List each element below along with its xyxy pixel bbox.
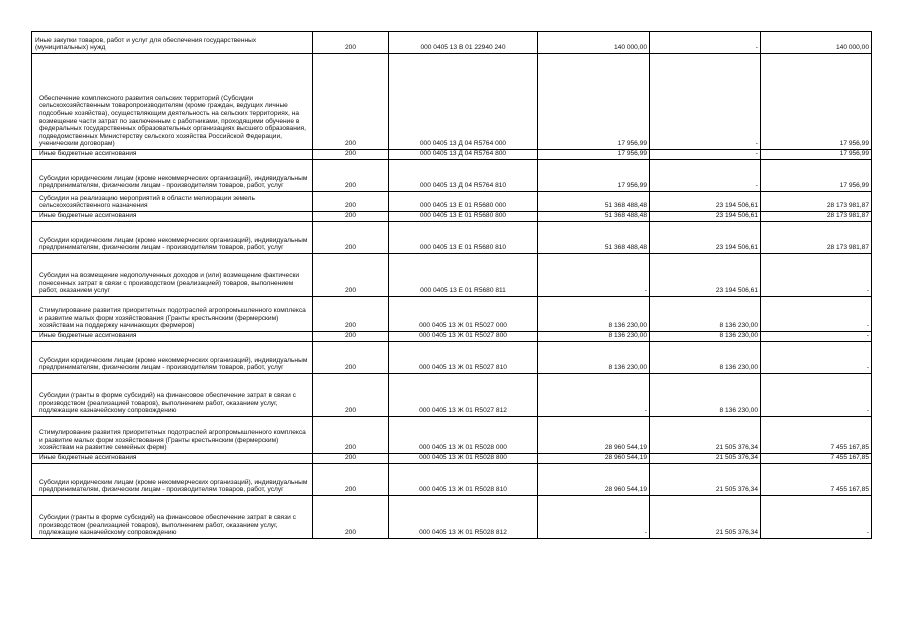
row-approved-cell: - bbox=[538, 254, 650, 297]
row-kbk-cell: 000 0405 13 Ж 01 R5027 800 bbox=[389, 332, 538, 342]
table-row bbox=[32, 150, 872, 160]
row-remainder-cell: - bbox=[761, 254, 872, 297]
row-name-cell: Субсидии (гранты в форме субсидий) на финансовое обеспечение затрат в связи с производством (реализацией товаров), выполнением работ, оказанием услуг, подлежащие казначейскому сопровождению bbox=[32, 496, 313, 539]
row-executed-cell: - bbox=[650, 32, 761, 54]
row-remainder-cell: - bbox=[761, 374, 872, 417]
table-row bbox=[32, 192, 872, 212]
table-row bbox=[32, 374, 872, 417]
table-row bbox=[32, 464, 872, 496]
row-code-cell: 200 bbox=[313, 150, 389, 160]
budget-report-sheet bbox=[31, 31, 872, 539]
table-row bbox=[32, 496, 872, 539]
row-approved-cell: 8 136 230,00 bbox=[538, 342, 650, 374]
row-code-cell: 200 bbox=[313, 297, 389, 332]
row-remainder-cell: 7 455 167,85 bbox=[761, 454, 872, 464]
row-name-cell: Субсидии юридическим лицам (кроме некоммерческих организаций), индивидуальным предпринимателям, физическим лицам - производителям товаров, работ, услуг bbox=[32, 222, 313, 254]
budget-execution-table bbox=[31, 31, 872, 539]
row-approved-cell: 28 960 544,19 bbox=[538, 454, 650, 464]
row-name-cell: Иные бюджетные ассигнования bbox=[32, 332, 313, 342]
row-kbk-cell: 000 0405 13 Ж 01 R5027 810 bbox=[389, 342, 538, 374]
row-approved-cell: 8 136 230,00 bbox=[538, 297, 650, 332]
row-code-cell: 200 bbox=[313, 417, 389, 454]
row-kbk-cell: 000 0405 13 Е 01 R5680 800 bbox=[389, 212, 538, 222]
row-approved-cell: 17 956,99 bbox=[538, 54, 650, 150]
row-name-cell: Субсидии юридическим лицам (кроме некоммерческих организаций), индивидуальным предпринимателям, физическим лицам - производителям товаров, работ, услуг bbox=[32, 342, 313, 374]
row-kbk-cell: 000 0405 13 Ж 01 R5028 000 bbox=[389, 417, 538, 454]
table-body bbox=[32, 32, 872, 539]
row-name-cell: Субсидии юридическим лицам (кроме некоммерческих организаций), индивидуальным предпринимателям, физическим лицам - производителям товаров, работ, услуг bbox=[32, 160, 313, 192]
row-kbk-cell: 000 0405 13 Ж 01 R5027 812 bbox=[389, 374, 538, 417]
row-approved-cell: 51 368 488,48 bbox=[538, 222, 650, 254]
table-row bbox=[32, 54, 872, 150]
table-row bbox=[32, 222, 872, 254]
row-executed-cell: 21 505 376,34 bbox=[650, 496, 761, 539]
row-executed-cell: 23 194 506,61 bbox=[650, 192, 761, 212]
row-code-cell: 200 bbox=[313, 160, 389, 192]
row-executed-cell: - bbox=[650, 160, 761, 192]
row-kbk-cell: 000 0405 13 Д 04 R5764 000 bbox=[389, 54, 538, 150]
row-remainder-cell: - bbox=[761, 332, 872, 342]
table-row bbox=[32, 32, 872, 54]
row-remainder-cell: 140 000,00 bbox=[761, 32, 872, 54]
row-code-cell: 200 bbox=[313, 212, 389, 222]
row-kbk-cell: 000 0405 13 Е 01 R5680 811 bbox=[389, 254, 538, 297]
row-executed-cell: 21 505 376,34 bbox=[650, 464, 761, 496]
row-executed-cell: 23 194 506,61 bbox=[650, 222, 761, 254]
row-name-cell: Иные бюджетные ассигнования bbox=[32, 454, 313, 464]
table-row bbox=[32, 254, 872, 297]
row-executed-cell: 23 194 506,61 bbox=[650, 212, 761, 222]
row-kbk-cell: 000 0405 13 Д 04 R5764 800 bbox=[389, 150, 538, 160]
row-kbk-cell: 000 0405 13 Е 01 R5680 000 bbox=[389, 192, 538, 212]
row-name-cell: Субсидии на возмещение недополученных доходов и (или) возмещение фактически понесенных затрат в связи с производством (реализацией) товаров, выполнением работ, оказанием услуг bbox=[32, 254, 313, 297]
row-remainder-cell: 7 455 167,85 bbox=[761, 417, 872, 454]
row-approved-cell: 8 136 230,00 bbox=[538, 332, 650, 342]
row-code-cell: 200 bbox=[313, 54, 389, 150]
table-row bbox=[32, 212, 872, 222]
row-executed-cell: 8 136 230,00 bbox=[650, 297, 761, 332]
row-code-cell: 200 bbox=[313, 496, 389, 539]
row-code-cell: 200 bbox=[313, 222, 389, 254]
row-remainder-cell: 17 956,99 bbox=[761, 54, 872, 150]
row-approved-cell: 17 956,99 bbox=[538, 160, 650, 192]
row-remainder-cell: - bbox=[761, 496, 872, 539]
table-row bbox=[32, 417, 872, 454]
row-kbk-cell: 000 0405 13 В 01 22940 240 bbox=[389, 32, 538, 54]
row-kbk-cell: 000 0405 13 Ж 01 R5028 812 bbox=[389, 496, 538, 539]
row-code-cell: 200 bbox=[313, 464, 389, 496]
row-executed-cell: 8 136 230,00 bbox=[650, 332, 761, 342]
row-kbk-cell: 000 0405 13 Ж 01 R5028 800 bbox=[389, 454, 538, 464]
row-code-cell: 200 bbox=[313, 32, 389, 54]
row-remainder-cell: - bbox=[761, 297, 872, 332]
table-row bbox=[32, 342, 872, 374]
row-kbk-cell: 000 0405 13 Ж 01 R5028 810 bbox=[389, 464, 538, 496]
row-code-cell: 200 bbox=[313, 332, 389, 342]
row-name-cell: Обеспечение комплексного развития сельских территорий (Субсидии сельскохозяйственным товаропроизводителям (кроме граждан, ведущих личные подсобные хозяйства), осуществляющим деятельность на сельских территориях, на возмещение части затрат по заключенным с работниками, проходящими обучение в федеральных государственных образовательных организациях высшего образования, подведомственных Министерству сельского хозяйства Российской Федерации, ученическим договорам) bbox=[32, 54, 313, 150]
row-approved-cell: 28 960 544,19 bbox=[538, 464, 650, 496]
row-approved-cell: 51 368 488,48 bbox=[538, 212, 650, 222]
row-kbk-cell: 000 0405 13 Ж 01 R5027 000 bbox=[389, 297, 538, 332]
row-kbk-cell: 000 0405 13 Д 04 R5764 810 bbox=[389, 160, 538, 192]
row-code-cell: 200 bbox=[313, 254, 389, 297]
row-remainder-cell: 17 956,99 bbox=[761, 160, 872, 192]
row-executed-cell: 23 194 506,61 bbox=[650, 254, 761, 297]
table-row bbox=[32, 297, 872, 332]
row-executed-cell: - bbox=[650, 54, 761, 150]
row-name-cell: Стимулирование развития приоритетных подотраслей агропромышленного комплекса и развитие малых форм хозяйствования (Гранты крестьянским (фермерским) хозяйствам на поддержку начинающих фермеров) bbox=[32, 297, 313, 332]
row-approved-cell: 51 368 488,48 bbox=[538, 192, 650, 212]
row-code-cell: 200 bbox=[313, 192, 389, 212]
row-name-cell: Субсидии юридическим лицам (кроме некоммерческих организаций), индивидуальным предпринимателям, физическим лицам - производителям товаров, работ, услуг bbox=[32, 464, 313, 496]
table-row bbox=[32, 160, 872, 192]
row-executed-cell: - bbox=[650, 150, 761, 160]
row-executed-cell: 21 505 376,34 bbox=[650, 417, 761, 454]
table-row bbox=[32, 454, 872, 464]
row-executed-cell: 21 505 376,34 bbox=[650, 454, 761, 464]
row-remainder-cell: 28 173 981,87 bbox=[761, 192, 872, 212]
row-name-cell: Стимулирование развития приоритетных подотраслей агропромышленного комплекса и развитие малых форм хозяйствования (Гранты крестьянским (фермерским) хозяйствам на развитие семейных ферм) bbox=[32, 417, 313, 454]
row-approved-cell: - bbox=[538, 374, 650, 417]
row-approved-cell: - bbox=[538, 496, 650, 539]
row-approved-cell: 140 000,00 bbox=[538, 32, 650, 54]
row-name-cell: Иные бюджетные ассигнования bbox=[32, 212, 313, 222]
row-name-cell: Субсидии на реализацию мероприятий в области мелиорации земель сельскохозяйственного назначения bbox=[32, 192, 313, 212]
row-kbk-cell: 000 0405 13 Е 01 R5680 810 bbox=[389, 222, 538, 254]
row-approved-cell: 28 960 544,19 bbox=[538, 417, 650, 454]
row-code-cell: 200 bbox=[313, 374, 389, 417]
row-executed-cell: 8 136 230,00 bbox=[650, 342, 761, 374]
row-approved-cell: 17 956,99 bbox=[538, 150, 650, 160]
row-name-cell: Иные закупки товаров, работ и услуг для обеспечения государственных (муниципальных) нужд bbox=[32, 32, 313, 54]
row-code-cell: 200 bbox=[313, 454, 389, 464]
row-executed-cell: 8 136 230,00 bbox=[650, 374, 761, 417]
row-name-cell: Иные бюджетные ассигнования bbox=[32, 150, 313, 160]
row-remainder-cell: 17 956,99 bbox=[761, 150, 872, 160]
row-code-cell: 200 bbox=[313, 342, 389, 374]
row-remainder-cell: 28 173 981,87 bbox=[761, 222, 872, 254]
table-row bbox=[32, 332, 872, 342]
row-remainder-cell: 7 455 167,85 bbox=[761, 464, 872, 496]
row-remainder-cell: - bbox=[761, 342, 872, 374]
row-remainder-cell: 28 173 981,87 bbox=[761, 212, 872, 222]
row-name-cell: Субсидии (гранты в форме субсидий) на финансовое обеспечение затрат в связи с производством (реализацией товаров), выполнением работ, оказанием услуг, подлежащие казначейскому сопровождению bbox=[32, 374, 313, 417]
